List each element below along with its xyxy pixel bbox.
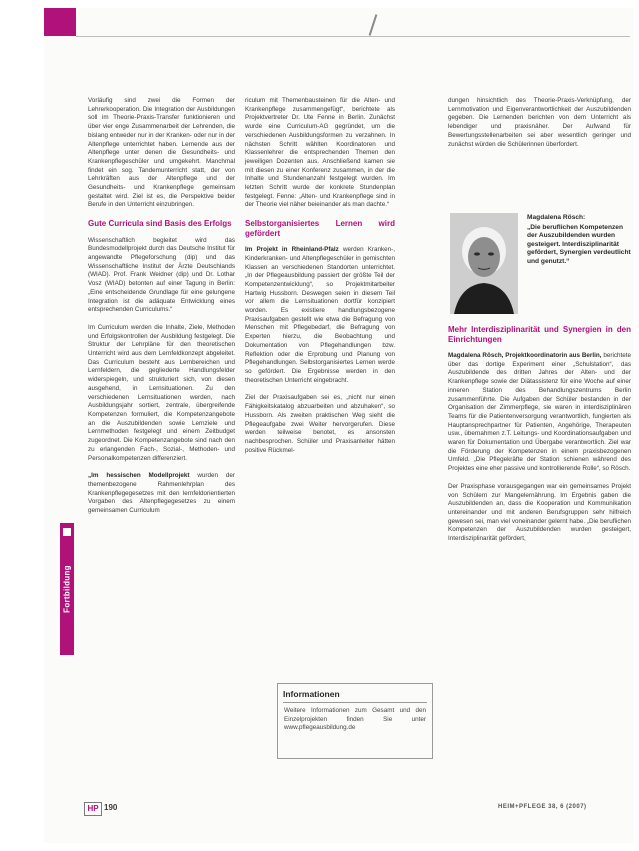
- paragraph: dungen hinsichtlich des Theorie-Praxis-Verknüpfung, der Lernmotivation und Eigenverantwortlichkeit der Auszubildenden gegeben. Die Lernenden berichten von dem Unterricht als lebendiger und praxisnäher. Der Aufwand für Bewertungsstellenarbeiten sei aber wesentlich geringer und zunächst würden die Schülerinnen überfordert.: [448, 97, 631, 148]
- column-2: [245, 97, 395, 464]
- header-rule: [76, 36, 630, 37]
- subheading: Mehr Interdisziplinarität und Synergien in den Einrichtungen: [448, 325, 631, 344]
- info-box-title: Informationen: [283, 689, 340, 699]
- paragraph: [245, 246, 395, 385]
- section-tab-label: Fortbildung: [62, 565, 72, 613]
- magazine-logo-icon: HP: [84, 802, 102, 816]
- paragraph: Vorläufig sind zwei die Formen der Lehrerkooperation. Die Integration der Ausbildungen soll im Theorie-Praxis-Transfer funktionieren und über vier enge Zusammenarbeit der Lehrenden, die bislang entweder nur in der Kranken- oder nur in der Altenpflege unterrichtet haben. Lernende aus der Altenpflege unter denen die Gesundheits- und Krankenpflegeschüler und umgekehrt. Manchmal findet ein sog. Tandemunterricht statt, der von Lehrkräften aus der Altenpflege und der Gesundheits- und Krankenpflege gemeinsam gestaltet wird. Ziel ist es, die Perspektive beider Berufe in den Unterricht einzubringen.: [88, 97, 235, 209]
- paragraph: [448, 352, 631, 474]
- paragraph: riculum mit Themenbausteinen für die Alten- und Krankenpflege zusammengefügt“, berichtete als Projektvertreter Dr. Ute Fenne in Berlin. Zunächst wurde eine Curriculum-AG gegründet, um die verschiedenen Ausbildungsformen zu verzahnen. In nächsten Schritt wählten Koordinatoren und Klassenlehrer die entsprechenden Themen den jeweiligen Dozenten aus. Anschließend kamen sie mit diesen zu einer Konferenz zusammen, in der die Inhalte und Stundenanzahl festgelegt wurden. Im letzten Schritt wurde der konkrete Stundenplan festgelegt. Fenne: „Alten- und Krankenpflege sind in der Theorie viel näher beieinander als man dachte.“: [245, 97, 395, 209]
- magazine-reference: HEIM+PFLEGE 38, 6 (2007): [498, 804, 587, 810]
- paragraph-text: berichtete über das dortige Experiment einer „Schulstation“, das Auszubildende des dritten Jahres der Alten- und der Krankenpflege sowie der Diätassistenz für eine Woche auf einer inneren Station des Behandlungszentrums Berlin zusammenführte. Die Aufgaben der Schüler bestanden in der Organisation der Zimmerpflege, sie waren in interdisziplinären Teams für die Patientenversorgung verantwortlich, fungierten als Hauptansprechpartner für Patienten, Angehörige, Therapeuten usw., übernahmen z.T. Leitungs- und Koordinationsaufgaben und waren für Dokumentation und Übergabe verantwortlich. Ziel war die Förderung der Kompetenzen in einem praxisbezogenen Umfeld. „Die Pflegekräfte der Station schienen während des Projektes eine eher passive und kontrollierende Rolle“, so Rösch.: [448, 352, 632, 473]
- portrait-photo: [450, 213, 518, 314]
- info-box-text: Weitere Informationen zum Gesamt und den Einzelprojekten finden Sie unter www.pflegeausbildung.de: [284, 707, 426, 731]
- column-3: [448, 325, 631, 553]
- section-color-block: [44, 8, 76, 36]
- section-tab: [60, 523, 74, 655]
- page-number: 190: [104, 803, 118, 812]
- paragraph-lead: Im Projekt in Rheinland-Pfalz: [245, 246, 339, 254]
- info-box-divider: [283, 702, 427, 703]
- paragraph: Wissenschaftlich begleitet wird das Bundesmodellprojekt durch das Deutsche Institut für angewandte Pflegeforschung (dip) und das Wissenschaftliche Institut der Ärzte Deutschlands (WIAD). Prof. Frank Weidner (dip) und Dr. Lothar Vosz (WIAD) betonten auf einer Tagung in Berlin: „Eine entscheidende Grundlage für eine gelungene Integration ist die adäquate Entwicklung eines entsprechenden Curriculums.“: [88, 236, 235, 314]
- paragraph: Ziel der Praxisaufgaben sei es, „nicht nur einen Fähigkeitskatalog abzuarbeiten und abzuhaken“, so Hussborn. Als zweiten praktischen Weg sieht die Pflegeaufgabe zwei Weiter hervorgerufen. Diese werden teilweise benotet, es ansonsten nachbesprochen. Schüler und Praxisanleiter hätten positive Rückmel-: [245, 394, 395, 454]
- column-1: [88, 97, 235, 525]
- paragraph-lead: Magdalena Rösch, Projektkoordinatorin aus Berlin,: [448, 352, 602, 359]
- caption-quote: „Die beruflichen Kompetenzen der Auszubildenden wurden gesteigert. Interdisziplinarität gefördert, Synergien verdeutlicht und genutzt.“: [527, 223, 631, 265]
- subheading: Selbstorganisiertes Lernen wird gefördert: [245, 219, 395, 238]
- tab-marker-icon: [63, 528, 71, 536]
- paragraph: [88, 472, 235, 516]
- paragraph-lead: „Im hessischen Modellprojekt: [88, 472, 190, 480]
- portrait-caption: [527, 214, 631, 267]
- paragraph-text: werden Kranken-, Kinderkranken- und Altenpflegeschüler in gemischten Klassen an verschiedenen Standorten unterrichtet. „In der Pflegeausbildung passiert der größte Teil der Kompetenzentwicklung“, so Projektmitarbeiter Hartwig Hussborn. Deswegen seien in diesem Teil vor allem die Lernsituationen dortfür konzipiert worden. Es existiere handlungsbezogene Praxisaufgaben gestellt wie etwa die Befragung von Menschen mit Pflegebedarf, die Befragung von Experten hierzu, die Beobachtung und Dokumentation von Pflegehandlungen bzw. Reflektion oder die Erprobung und Planung von Pflegehandlungen. Selbstorganisiertes Lernen werde so gefördert. Die Ergebnisse werden in den theoretischen Unterricht eingebracht.: [245, 246, 396, 384]
- info-box: [277, 683, 433, 759]
- paragraph: Im Curriculum werden die Inhalte, Ziele, Methoden und Erfolgskontrollen der Ausbildung festgelegt. Die Struktur der Lehrpläne für den theoretischen Unterricht wird aus dem Lernfeldkonzept abgeleitet. Das Curriculum besteht aus Lernbereichen und Lernfeldern, die gegliederte Handlungsfelder widerspiegeln, und strukturiert sich, von diesen ausgehend, in Lernsituationen. Zu den verschiedenen Lernsituationen werden, nach Ausbildungsjahr sortiert, zentrale, übergreifende Kompetenzen formuliert, die Kompetenzangebote an die Auszubildenden sowie Lernziele und Lernmethoden festgelegt und einem Zeitbudget zugeordnet. Die Kompetenzangebote sind nach den zu erlangenden Fach-, Sozial-, Methoden- und Personalkompetenzen differenziert.: [88, 323, 235, 462]
- subheading: Gute Curricula sind Basis des Erfolgs: [88, 219, 232, 229]
- column-3-top: [448, 97, 631, 158]
- paragraph: Der Praxisphase vorausgegangen war ein gemeinsames Projekt von Schülern zur Mangelernährung. Im Ergebnis gaben die Auszubildenden an, dass die Kooperation und Kommunikation untereinander und mit anderen Berufsgruppen sehr hilfreich gewesen sei, man viel voneinander gelernt habe. „Die beruflichen Kompetenzen der Auszubildenden wurden gesteigert, Interdisziplinarität gefördert,: [448, 482, 631, 543]
- paragraph-text: wurden der themenbezogene Rahmenlehrplan des Krankenpflegegesetzes mit den lernfeldorientierten Vorgaben des Altenpflegegesetzes zu einem gemeinsamen Curriculum: [88, 472, 235, 515]
- caption-name: Magdalena Rösch:: [527, 214, 586, 221]
